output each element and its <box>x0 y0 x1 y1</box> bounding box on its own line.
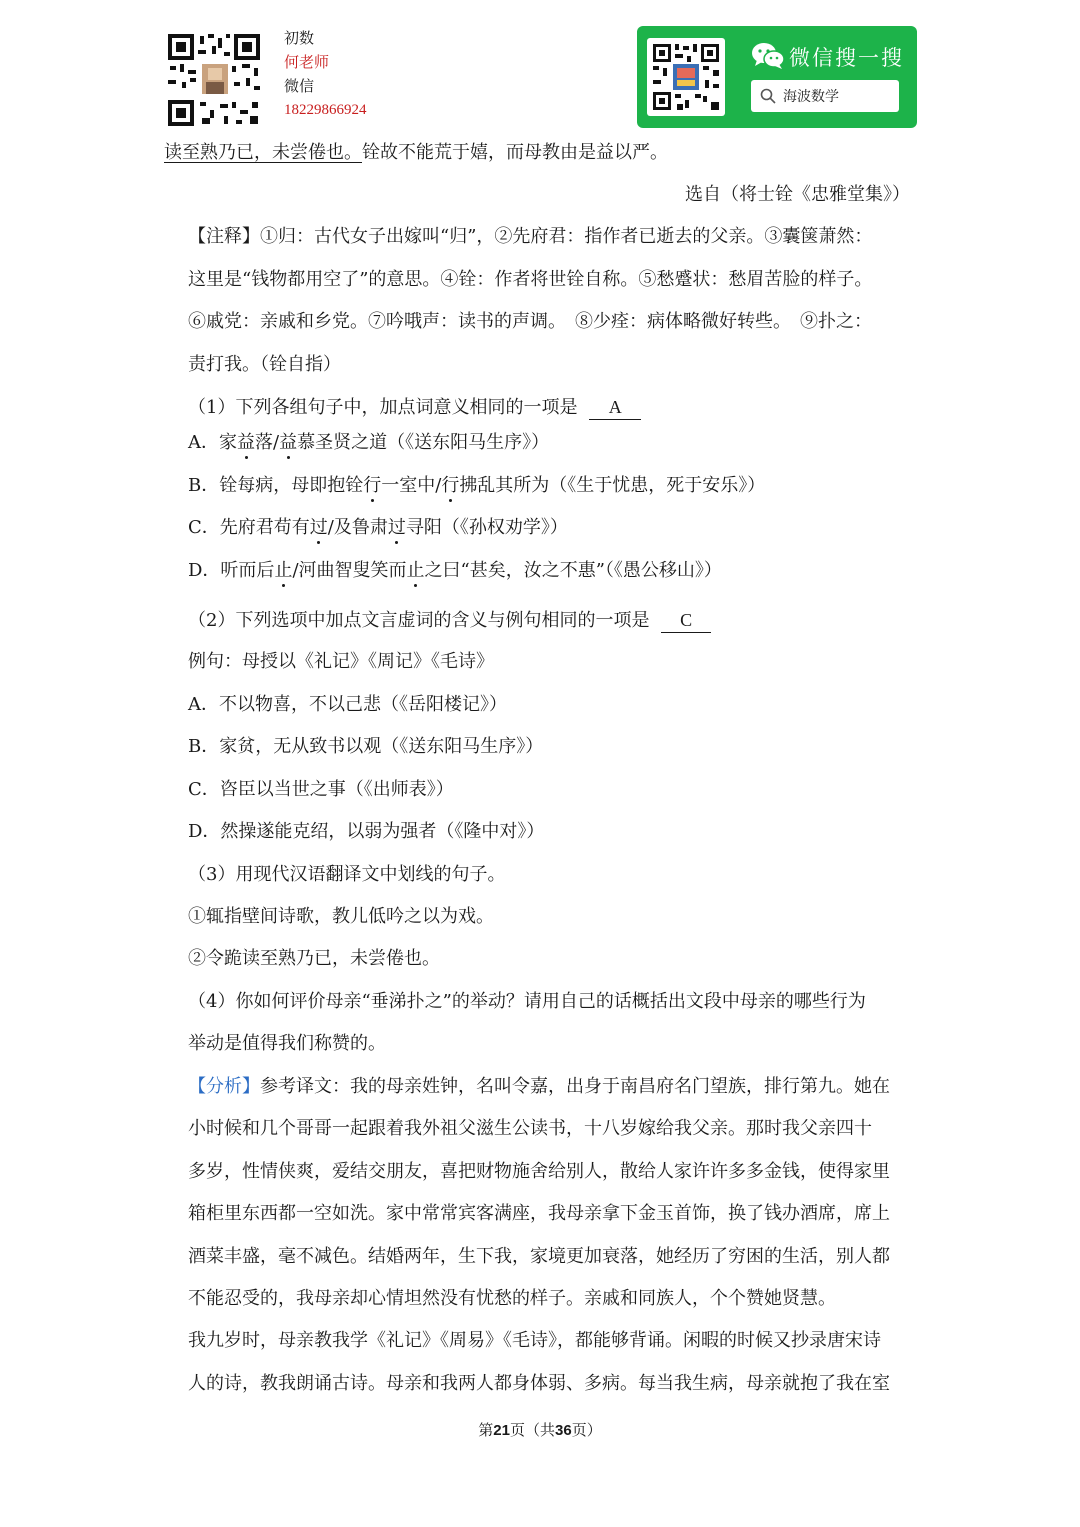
passage-tail-rest: 铨故不能荒于嬉，而母教由是益以严。 <box>362 142 668 163</box>
total-pages: 36 <box>555 1422 572 1439</box>
analysis-label: 【分析】 <box>188 1076 260 1097</box>
analysis-line-3: 多岁，性情侠爽，爱结交朋友，喜把财物施舍给别人，散给人家许许多多金钱，使得家里 <box>188 1161 890 1182</box>
qr-code-right <box>647 38 725 116</box>
analysis-line-4: 箱柜里东西都一空如洗。家中常常宾客满座，我母亲拿下金玉首饰，换了钱办酒席，席上 <box>188 1203 890 1224</box>
q1-stem: （1）下列各组句子中，加点词意义相同的一项是 A <box>188 395 641 420</box>
contact-phone: 18229866924 <box>284 102 367 118</box>
passage-source: 选自（将士铨《忠雅堂集》） <box>685 184 910 205</box>
passage-tail <box>164 141 668 165</box>
wechat-search-card[interactable] <box>637 26 917 128</box>
q3-stem: （3）用现代汉语翻译文中划线的句子。 <box>188 864 506 885</box>
underlined-sentence: 读至熟乃已，未尝倦也。 <box>164 142 362 163</box>
q1-answer: A <box>589 395 641 420</box>
page-footer: 第21页（共36页） <box>478 1421 602 1439</box>
q3-sentence-2: ②令跪读至熟乃已，未尝倦也。 <box>188 948 440 969</box>
q3-sentence-1: ①辄指壁间诗歌，教儿低吟之以为戏。 <box>188 906 494 927</box>
analysis-line-5: 酒菜丰盛，毫不减色。结婚两年，生下我，家境更加衰落，她经历了穷困的生活，别人都 <box>188 1246 890 1267</box>
search-icon <box>760 88 776 104</box>
notes-label: 【注释】 <box>188 226 260 247</box>
contact-teacher: 何老师 <box>284 53 330 71</box>
analysis-line-7: 我九岁时，母亲教我学《礼记》《周易》《毛诗》，都能够背诵。闲暇的时候又抄录唐宋诗 <box>188 1330 881 1351</box>
q4-line-1: （4）你如何评价母亲“垂涕扑之”的举动？请用自己的话概括出文段中母亲的哪些行为 <box>188 991 866 1012</box>
q2-answer: C <box>661 608 711 633</box>
q2-stem: （2）下列选项中加点文言虚词的含义与例句相同的一项是 C <box>188 608 711 633</box>
wechat-search-title: 微信搜一搜 <box>789 46 904 70</box>
q1-option-d: D．听而后止/河曲智叟笑而止之曰“甚矣，汝之不惠”（《愚公移山》） <box>188 560 722 581</box>
analysis-line-2: 小时候和几个哥哥一起跟着我外祖父滋生公读书，十八岁嫁给我父亲。那时我父亲四十 <box>188 1118 872 1139</box>
contact-wechat-label: 微信 <box>284 77 315 95</box>
wechat-logo-icon <box>751 42 785 70</box>
notes-line-1: 【注释】①归：古代女子出嫁叫“归”，②先府君：指作者已逝去的父亲。③囊箧萧然： <box>188 226 873 247</box>
q1-option-b: B．铨每病，母即抱铨行一室中/行拂乱其所为（《生于忧患，死于安乐》） <box>188 475 766 496</box>
analysis-line-8: 人的诗，教我朗诵古诗。母亲和我两人都身体弱、多病。每当我生病，母亲就抱了我在室 <box>188 1373 890 1394</box>
notes-line-4: 责打我。（铨自指） <box>188 354 341 375</box>
analysis-line-6: 不能忍受的，我母亲却心情坦然没有忧愁的样子。亲戚和同族人，个个赞她贤慧。 <box>188 1288 836 1309</box>
notes-line-3: ⑥戚党：亲戚和乡党。⑦吟哦声：读书的声调。 ⑧少痊：病体略微好转些。 ⑨扑之： <box>188 311 872 332</box>
notes-line-2: 这里是“钱物都用空了”的意思。④铨：作者将世铨自称。⑤愁蹙状：愁眉苦脸的样子。 <box>188 269 873 290</box>
current-page: 21 <box>493 1422 510 1439</box>
qr-code-left <box>166 32 262 128</box>
search-query: 海波数学 <box>783 89 839 105</box>
q2-option-b: B．家贫，无从致书以观（《送东阳马生序》） <box>188 736 544 757</box>
q2-option-a: A．不以物喜，不以己悲（《岳阳楼记》） <box>188 694 507 715</box>
q2-option-d: D．然操遂能克绍，以弱为强者（《隆中对》） <box>188 821 545 842</box>
contact-grade: 初数 <box>284 29 315 47</box>
q1-option-c: C．先府君苟有过/及鲁肃过寻阳（《孙权劝学》） <box>188 517 568 538</box>
contact-info <box>284 26 367 122</box>
q2-example: 例句：母授以《礼记》《周记》《毛诗》 <box>188 651 494 672</box>
q4-line-2: 举动是值得我们称赞的。 <box>188 1033 386 1054</box>
q1-option-a: A．家益落/益慕圣贤之道（《送东阳马生序》） <box>188 432 550 453</box>
q2-option-c: C．咨臣以当世之事（《出师表》） <box>188 779 454 800</box>
analysis-line-1: 【分析】参考译文：我的母亲姓钟，名叫令嘉，出身于南昌府名门望族，排行第九。她在 <box>188 1076 890 1097</box>
wechat-search-box[interactable] <box>751 80 899 112</box>
